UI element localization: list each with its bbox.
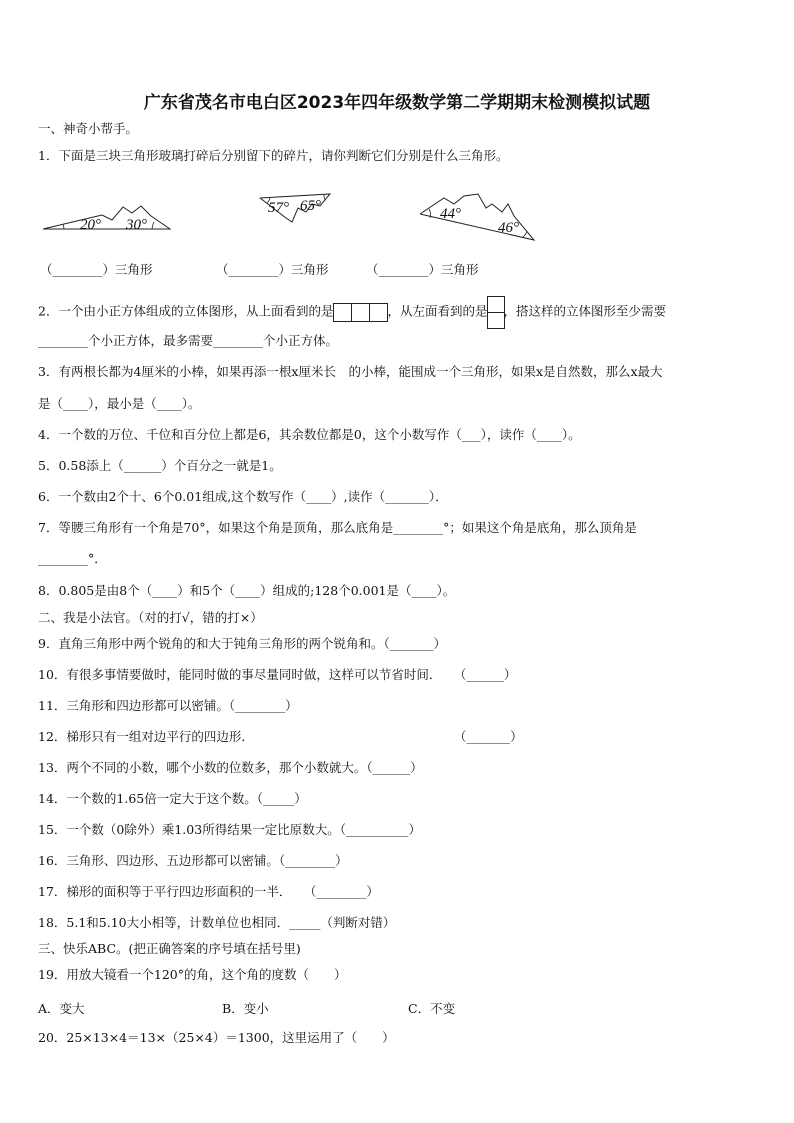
question-9: 9．直角三角形中两个锐角的和大于钝角三角形的两个锐角和。（_______）: [38, 636, 446, 651]
question-7-continued: ________°．: [38, 551, 107, 566]
section-1-heading: 一、神奇小帮手。: [38, 121, 139, 136]
question-18: 18．5.1和5.10大小相等，计数单位也相同．_____（判断对错）: [38, 915, 396, 930]
option-b: B．变小: [222, 1001, 269, 1016]
angle-label: 65°: [300, 198, 321, 214]
question-16: 16．三角形、四边形、五边形都可以密铺。（________）: [38, 853, 348, 868]
question-14: 14．一个数的1.65倍一定大于这个数。（_____）: [38, 791, 307, 806]
question-2: [38, 296, 666, 328]
question-3: 3．有两根长都为4厘米的小棒，如果再添一根x厘米长 的小棒，能围成一个三角形，如果x是自然数，那么x最大: [38, 364, 663, 379]
triangle-fragment-3: [418, 190, 538, 244]
question-2-part-b: ，从左面看到的是: [387, 303, 488, 319]
angle-label: 44°: [440, 206, 461, 222]
question-11: 11．三角形和四边形都可以密铺。（________）: [38, 698, 298, 713]
left-view-figure: [487, 296, 503, 328]
question-19: 19．用放大镜看一个120°的角，这个角的度数（ ）: [38, 967, 347, 982]
question-6: 6．一个数由2个十、6个0.01组成,这个数写作（____）,读作（_______）．: [38, 489, 448, 504]
question-3-continued: 是（____），最小是（____）。: [38, 396, 201, 411]
question-15: 15．一个数（0除外）乘1.03所得结果一定比原数大。（__________）: [38, 822, 421, 837]
question-4: 4．一个数的万位、千位和百分位上都是6，其余数位都是0，这个小数写作（___），读作（____）。: [38, 427, 581, 442]
question-20: 20．25×13×4＝13×（25×4）＝1300，这里运用了（ ）: [38, 1030, 395, 1045]
question-5: 5．0.58添上（______）个百分之一就是1。: [38, 458, 282, 473]
section-2-heading: 二、我是小法官。（对的打√，错的打×）: [38, 610, 263, 625]
triangle-fragment-2: [258, 190, 338, 232]
angle-label: 30°: [126, 217, 147, 233]
question-8: 8．0.805是由8个（____）和5个（____）组成的;128个0.001是（____）。: [38, 583, 456, 598]
question-2-continued: ________个小正方体，最多需要________个小正方体。: [38, 333, 339, 348]
top-view-figure: [333, 303, 387, 322]
question-2-part-a: 2．一个由小正方体组成的立体图形，从上面看到的是: [38, 303, 334, 319]
triangle-answer-3: （________）三角形: [366, 262, 479, 277]
question-1: 1．下面是三块三角形玻璃打碎后分别留下的碎片，请你判断它们分别是什么三角形。: [38, 148, 509, 163]
question-12: 12．梯形只有一组对边平行的四边形． （_______）: [38, 729, 523, 744]
option-a: A．变大: [38, 1001, 85, 1016]
question-13: 13．两个不同的小数，哪个小数的位数多，那个小数就大。（______）: [38, 760, 423, 775]
question-10: 10．有很多事情要做时，能同时做的事尽量同时做，这样可以节省时间． （______）: [38, 667, 517, 682]
section-3-heading: 三、快乐ABC。(把正确答案的序号填在括号里): [38, 941, 301, 956]
angle-label: 57°: [268, 200, 289, 216]
angle-label: 46°: [498, 220, 519, 236]
exam-title: 广东省茂名市电白区2023年四年级数学第二学期期末检测模拟试题: [143, 93, 651, 113]
triangle-answer-1: （________）三角形: [40, 262, 153, 277]
option-c: C．不变: [408, 1001, 456, 1016]
triangle-answer-2: （________）三角形: [216, 262, 329, 277]
question-17: 17．梯形的面积等于平行四边形面积的一半． （________）: [38, 884, 379, 899]
question-2-part-c: ，搭这样的立体图形至少需要: [503, 303, 666, 319]
triangle-fragment-1: [40, 200, 180, 236]
angle-label: 20°: [80, 217, 101, 233]
question-7: 7．等腰三角形有一个角是70°，如果这个角是顶角，那么底角是________°；如果这个角是底角，那么顶角是: [38, 520, 637, 535]
